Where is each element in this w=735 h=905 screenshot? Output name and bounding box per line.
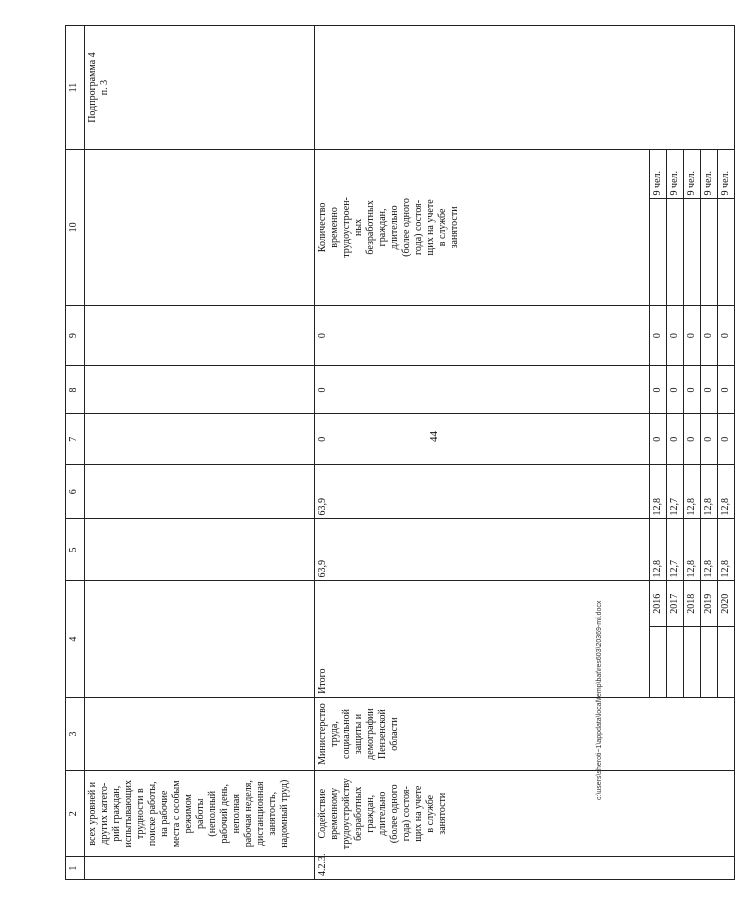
document-file-path: c:\users\sheroti~1\appdata\local\temp\bat\res603\20369-mi.docx [596,600,603,800]
total-col-7: 0 [315,414,650,465]
continuation-col-6 [85,465,315,519]
continuation-line: дистанционная [255,781,266,847]
measure-name-cell [315,771,735,857]
table-row-continuation [85,26,315,880]
header-col-8: 8 [66,366,85,414]
header-col-7: 7 [66,414,85,465]
year-cell: 2018 [684,581,701,627]
indicator-line: временно [329,207,340,248]
header-col-11: 11 [66,26,85,150]
continuation-line: режимом [183,794,194,834]
continuation-col-7 [85,414,315,465]
header-col-9: 9 [66,305,85,366]
year-value-col-6: 12,8 [701,465,718,519]
year-indicator-spacer [667,199,684,305]
year-cell: 2020 [718,581,735,627]
continuation-col-9 [85,305,315,366]
continuation-line: на рабочие [159,790,170,837]
table-header-row [66,26,85,880]
year-cell: 2016 [650,581,667,627]
executor-line: Министерство [317,703,328,765]
year-value-col-7: 0 [718,414,735,465]
year-value-col-10: 9 чел. [684,150,701,199]
row-number-cell: 4.2.3. [315,857,735,880]
year-value-col-8: 0 [650,366,667,414]
year-value-col-6: 12,7 [667,465,684,519]
header-col-5: 5 [66,519,85,581]
year-value-col-9: 0 [684,305,701,366]
continuation-col-5 [85,519,315,581]
year-spacer [650,627,667,698]
executor-line: демографии [365,708,376,760]
executor-line: защиты и [353,713,364,755]
subprogram-ref-line: п. 3 [99,79,110,96]
year-cell: 2019 [701,581,718,627]
year-value-col-10: 9 чел. [650,150,667,199]
header-col-3: 3 [66,697,85,770]
year-value-col-6: 12,8 [718,465,735,519]
executor-line: труда, [329,721,340,747]
continuation-col-10 [85,150,315,306]
header-col-10: 10 [66,150,85,306]
measure-name-line: трудоустройству [341,778,352,850]
executor-line: области [389,717,400,751]
header-col-2: 2 [66,771,85,857]
indicator-line: занятости [449,206,460,249]
year-indicator-spacer [684,199,701,305]
year-indicator-spacer [701,199,718,305]
year-value-col-5: 12,8 [650,519,667,581]
measure-name-line: безработных [353,786,364,841]
year-value-col-8: 0 [667,366,684,414]
year-value-col-8: 0 [718,366,735,414]
continuation-line: рий граждан, [111,785,122,842]
year-value-col-10: 9 чел. [667,150,684,199]
year-value-col-8: 0 [684,366,701,414]
total-col-6: 63,9 [315,465,650,519]
indicator-line: Количество [317,202,328,253]
indicator-line: граждан, [377,208,388,247]
year-value-col-9: 0 [650,305,667,366]
indicator-line: ных [353,218,364,236]
continuation-line: места с особым [171,780,182,848]
measure-name-line: щих на учете [413,785,424,842]
indicator-line: в службе [437,208,448,247]
year-value-col-9: 0 [718,305,735,366]
subprogram-ref-line: Подпрограмма 4 [87,52,98,123]
indicator-line: (более одного [401,198,412,257]
year-value-col-10: 9 чел. [718,150,735,199]
year-value-col-6: 12,8 [684,465,701,519]
year-value-col-7: 0 [667,414,684,465]
continuation-line: (неполный [207,790,218,837]
year-value-col-7: 0 [684,414,701,465]
continuation-line: неполная [231,794,242,834]
measure-name-line: Содействие [317,788,328,839]
executor-line: Пензенской [377,709,388,759]
year-value-col-10: 9 чел. [701,150,718,199]
header-col-1: 1 [66,857,85,880]
year-indicator-spacer [718,199,735,305]
measure-name-line: длительно [377,791,388,836]
year-value-col-5: 12,8 [701,519,718,581]
page-number: 44 [428,431,440,442]
total-col-9: 0 [315,305,650,366]
program-table [65,25,735,880]
indicator-line: длительно [389,205,400,250]
executor-line: социальной [341,709,352,759]
year-value-col-7: 0 [650,414,667,465]
measure-name-line: временному [329,787,340,840]
header-col-6: 6 [66,465,85,519]
indicator-line: года) состоя- [413,199,424,255]
measure-name-line: занятости [437,792,448,835]
year-value-col-5: 12,7 [667,519,684,581]
indicator-line: щих на учете [425,199,436,256]
header-col-4: 4 [66,581,85,697]
measure-name-line: в службе [425,794,436,833]
year-spacer [667,627,684,698]
continuation-line: трудности в [135,788,146,840]
year-value-col-7: 0 [701,414,718,465]
year-spacer [684,627,701,698]
continuation-line: поиске работы, [147,781,158,847]
continuation-col-1 [85,857,315,880]
year-spacer [718,627,735,698]
continuation-line: других катего- [99,782,110,845]
indicator-line: трудоустроен- [341,197,352,258]
continuation-col-8 [85,366,315,414]
continuation-col-11 [85,26,315,150]
year-value-col-8: 0 [701,366,718,414]
indicator-cell [315,150,650,306]
continuation-line: рабочая неделя, [243,780,254,848]
total-col-11 [315,26,735,150]
continuation-line: надомный труд) [279,779,290,848]
indicator-line: безработных [365,200,376,255]
continuation-col-4 [85,581,315,697]
total-label-cell: Итого [315,581,650,697]
measure-name-line: года) состоя- [401,786,412,842]
continuation-col-3 [85,697,315,770]
continuation-line: занятость, [267,791,278,836]
total-col-8: 0 [315,366,650,414]
year-spacer [701,627,718,698]
continuation-line: работы [195,798,206,829]
year-value-col-6: 12,8 [650,465,667,519]
continuation-line: рабочий день, [219,784,230,844]
year-indicator-spacer [650,199,667,305]
measure-name-line: граждан, [365,794,376,833]
measure-name-line: (более одного [389,784,400,844]
year-value-col-5: 12,8 [684,519,701,581]
year-value-col-5: 12,8 [718,519,735,581]
continuation-name-cell [85,771,315,857]
year-value-col-9: 0 [701,305,718,366]
year-value-col-9: 0 [667,305,684,366]
continuation-line: всех уровней и [87,781,98,846]
total-col-5: 63,9 [315,519,650,581]
continuation-line: испытывающих [123,779,134,848]
executor-cell [315,697,735,770]
year-cell: 2017 [667,581,684,627]
